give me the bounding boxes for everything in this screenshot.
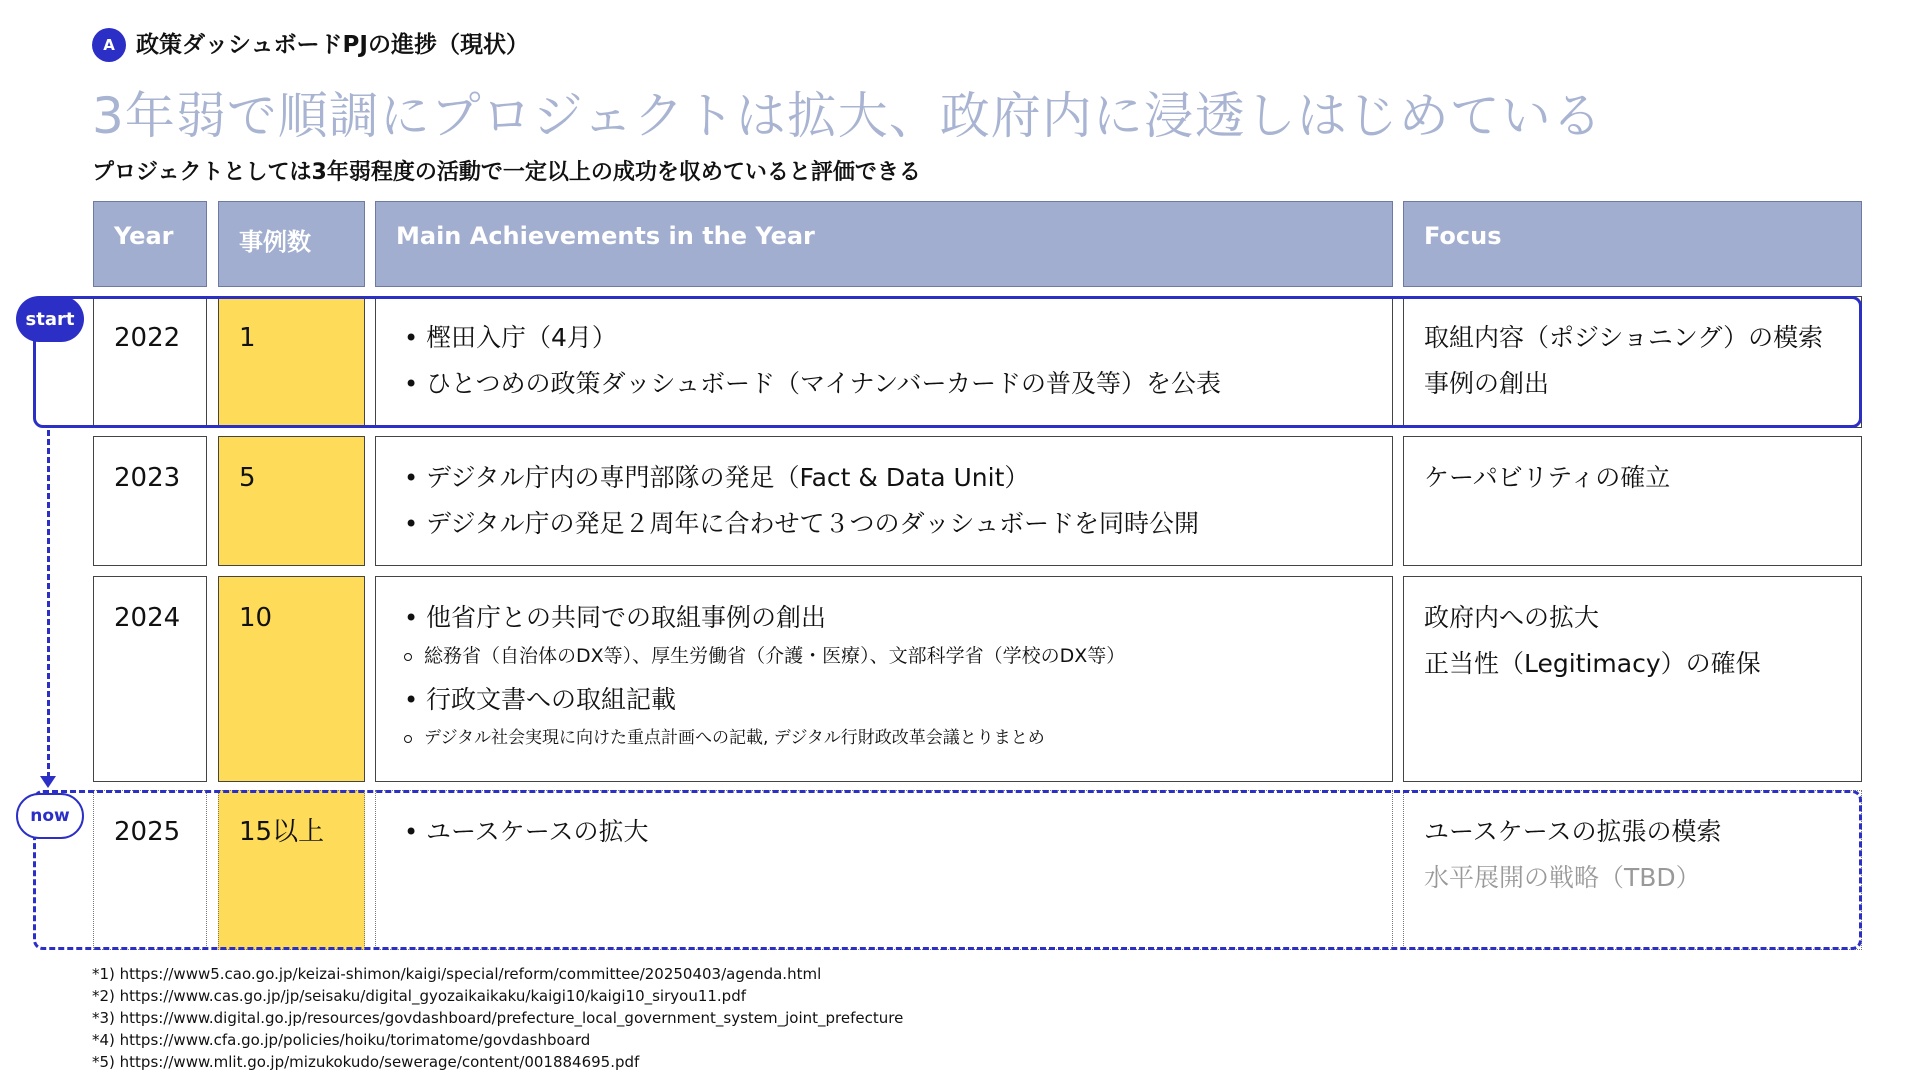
focus-item: ユースケースの拡張の模索 [1424,817,1722,846]
row-2025-count: 15以上 [218,790,365,950]
footnote: *2) https://www.cas.go.jp/jp/seisaku/digital_gyozaikaikaku/kaigi10/kaigi10_siryou11.pdf [92,987,747,1005]
achievement-item: • ユースケースの拡大 [426,809,1372,855]
achievement-item: • デジタル庁内の専門部隊の発足（Fact & Data Unit） [426,455,1372,501]
column-header-year: Year [93,201,207,287]
row-2023-year: 2023 [93,436,207,566]
section-badge: A [92,28,126,62]
timeline-arrow-icon [40,776,56,788]
achievement-item: • 行政文書への取組記載 [426,677,1372,723]
row-2023-count: 5 [218,436,365,566]
section-title: 政策ダッシュボードPJの進捗（現状） [136,32,529,58]
focus-item: 取組内容（ポジショニング）の模索 [1424,323,1824,352]
footnote: *4) https://www.cfa.go.jp/policies/hoiku/torimatome/govdashboard [92,1031,591,1049]
row-2024-count: 10 [218,576,365,782]
achievement-item: • 他省庁との共同での取組事例の創出 [426,595,1372,641]
focus-item: 事例の創出 [1424,369,1550,398]
footnotes [92,963,903,1073]
achievement-item: • デジタル庁の発足２周年に合わせて３つのダッシュボードを同時公開 [426,501,1372,547]
column-header-achievements: Main Achievements in the Year [375,201,1393,287]
row-2025-year: 2025 [93,790,207,950]
achievement-item: • 樫田入庁（4月） [426,315,1372,361]
row-2024-year: 2024 [93,576,207,782]
page-subheading: プロジェクトとしては3年弱程度の活動で一定以上の成功を収めていると評価できる [92,160,921,185]
focus-item-tbd: 水平展開の戦略（TBD） [1424,863,1701,892]
start-row-frame [33,296,1862,428]
column-header-count: 事例数 [218,201,365,287]
row-2022-count: 1 [218,296,365,428]
row-2024-focus [1403,576,1862,782]
focus-item: 政府内への拡大 [1424,603,1600,632]
achievement-subitem: 総務省（自治体のDX等）、厚生労働省（介護・医療）、文部科学省（学校のDX等） [424,641,1372,671]
start-marker: start [16,296,84,342]
timeline-connector [47,430,50,778]
footnote: *1) https://www5.cao.go.jp/keizai-shimon/kaigi/special/reform/committee/20250403/agenda.html [92,965,822,983]
now-row-frame [33,790,1862,950]
achievement-subitem: デジタル社会実現に向けた重点計画への記載, デジタル行財政改革会議とりまとめ [424,723,1372,753]
focus-item: 正当性（Legitimacy）の確保 [1424,649,1761,678]
footnote: *3) https://www.digital.go.jp/resources/govdashboard/prefecture_local_government_system_joint_prefecture [92,1009,904,1027]
now-marker: now [16,793,84,839]
column-header-focus: Focus [1403,201,1862,287]
achievement-item: • ひとつめの政策ダッシュボード（マイナンバーカードの普及等）を公表 [426,361,1372,407]
row-2023-achievements [375,436,1393,566]
focus-item: ケーパビリティの確立 [1424,463,1671,492]
row-2022-year: 2022 [93,296,207,428]
footnote: *5) https://www.mlit.go.jp/mizukokudo/sewerage/content/001884695.pdf [92,1053,640,1071]
row-2024-achievements [375,576,1393,782]
row-2023-focus [1403,436,1862,566]
page-headline: 3年弱で順調にプロジェクトは拡大、政府内に浸透しはじめている [92,87,1603,145]
